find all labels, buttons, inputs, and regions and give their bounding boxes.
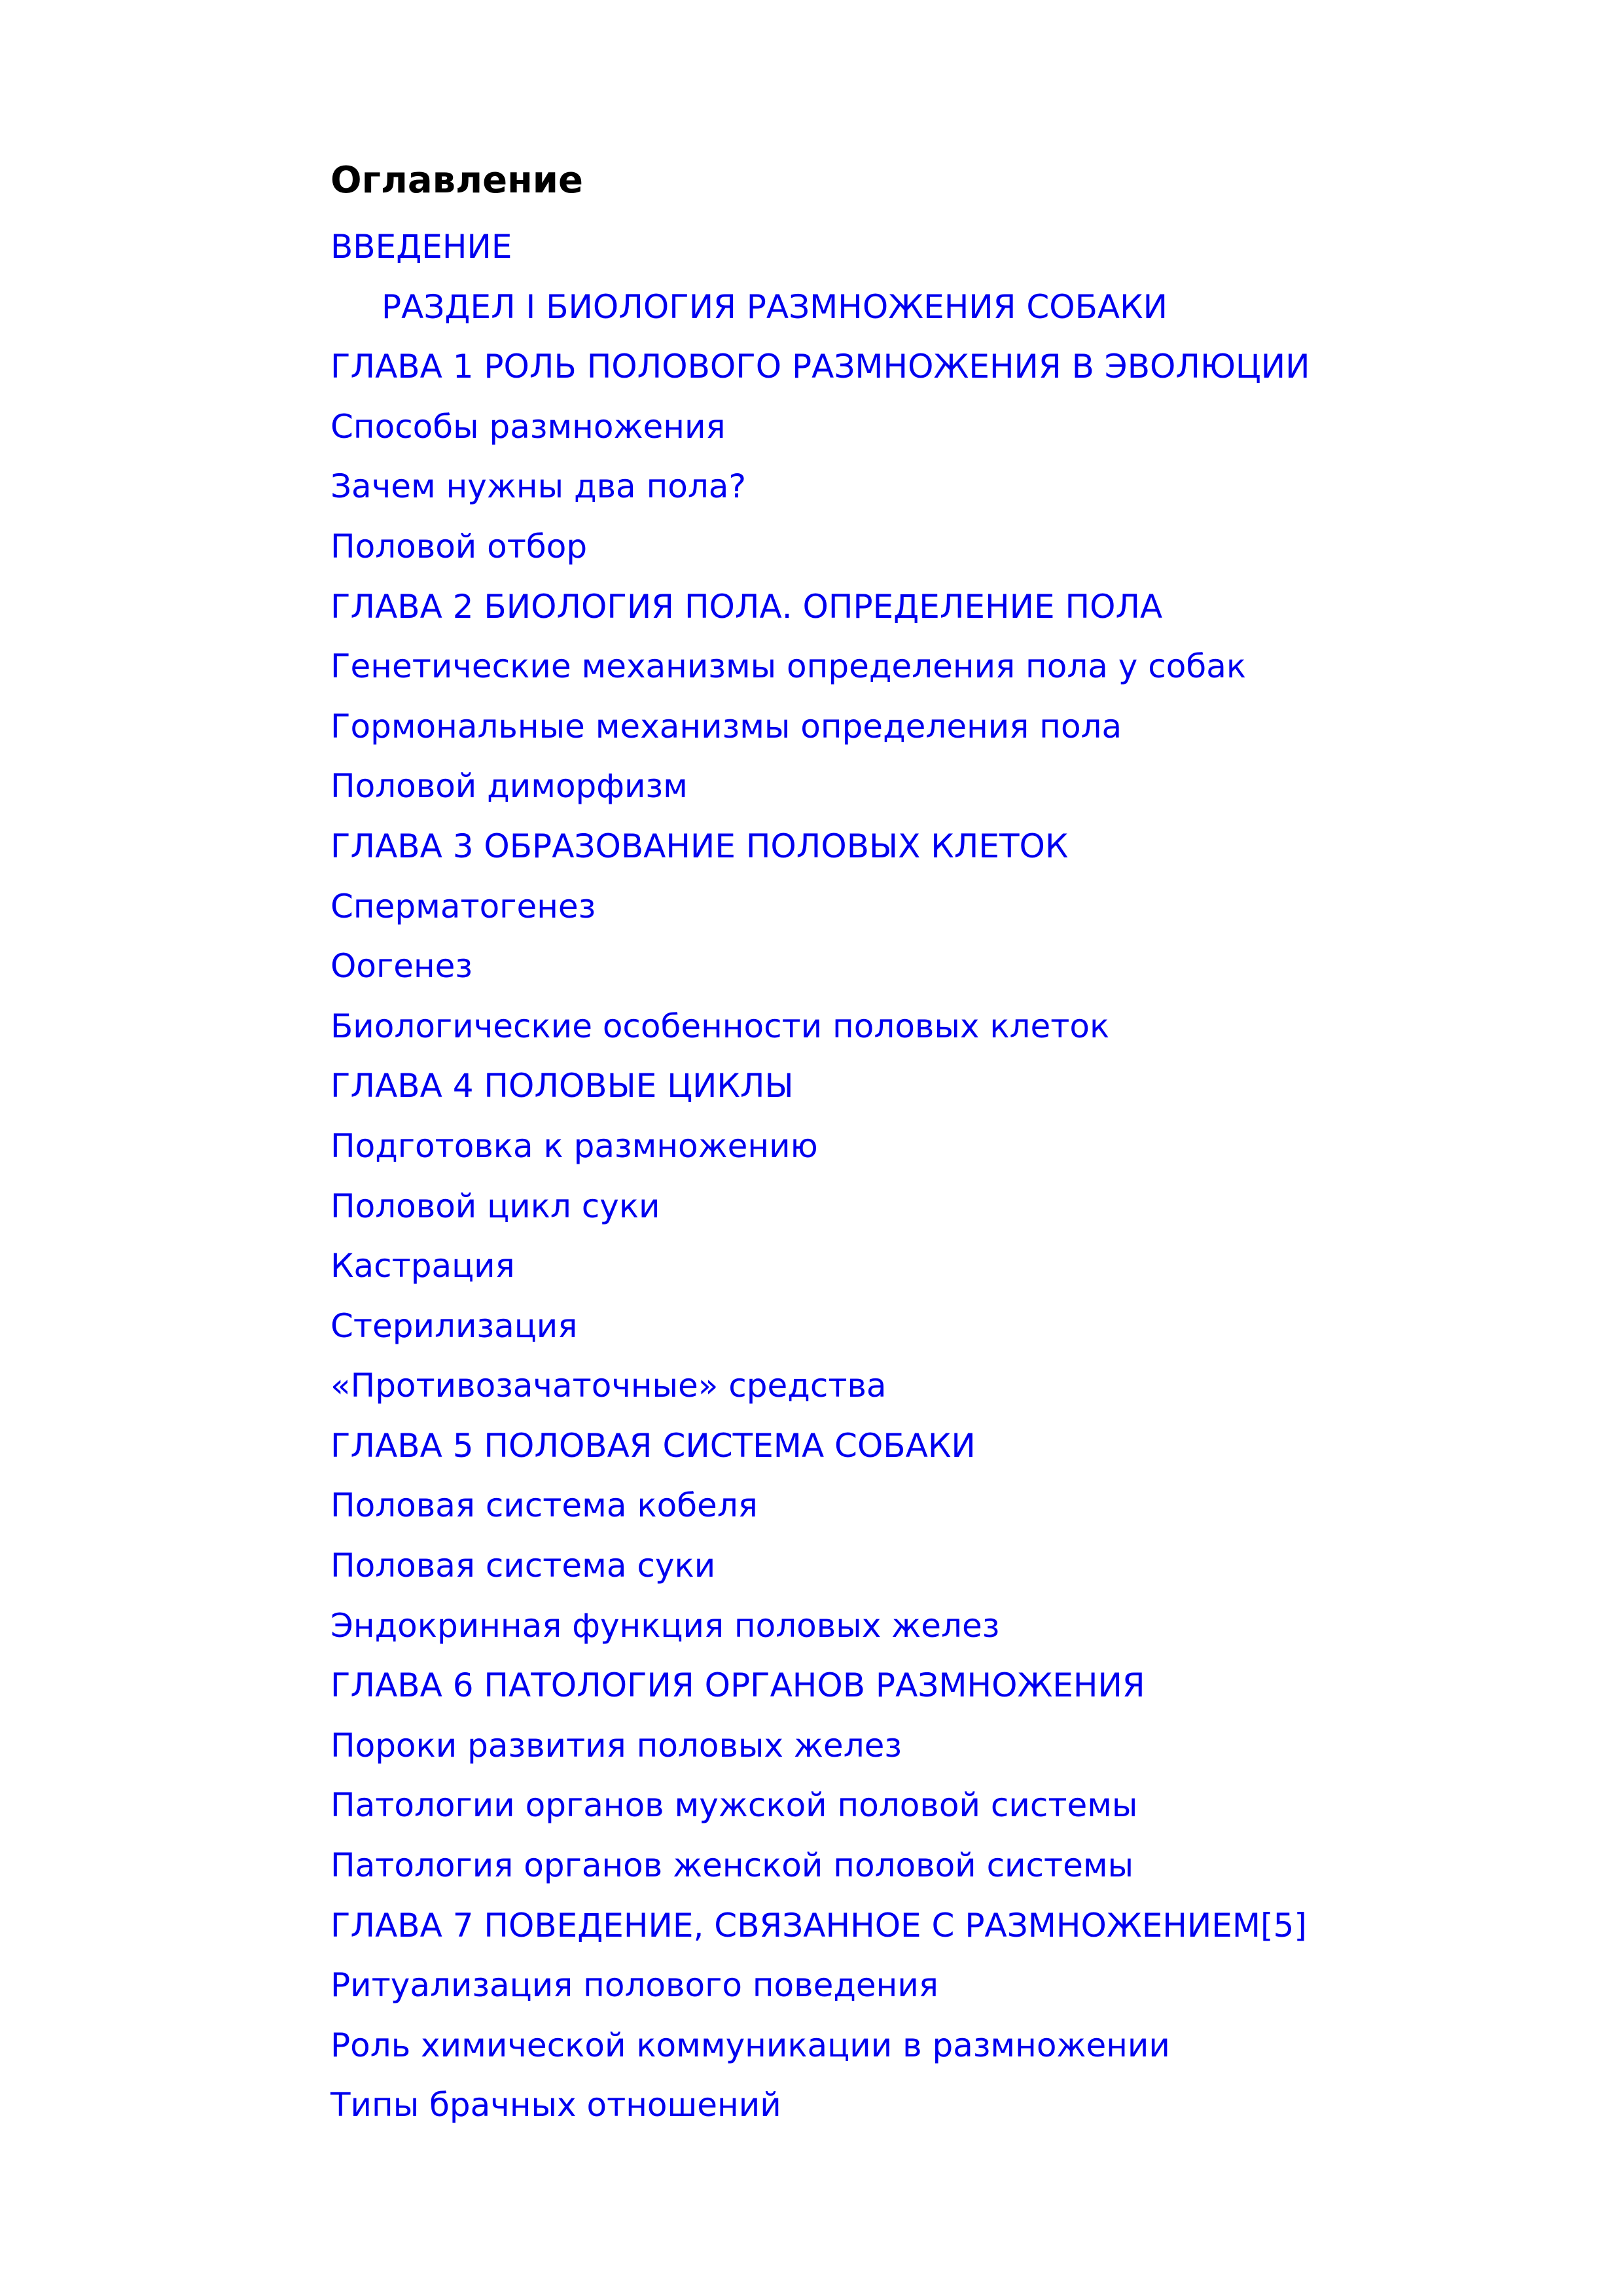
toc-link[interactable]: Генетические механизмы определения пола у собак (330, 647, 1247, 686)
toc-item (330, 1956, 1443, 2016)
toc-item (330, 1776, 1443, 1836)
toc-link[interactable]: Подготовка к размножению (330, 1126, 818, 1165)
toc-item (330, 1117, 1443, 1177)
toc-item (330, 1656, 1443, 1716)
toc-link[interactable]: Роль химической коммуникации в размножении (330, 2026, 1170, 2064)
toc-item (330, 937, 1443, 997)
toc-item (330, 1536, 1443, 1596)
toc-item (330, 1056, 1443, 1117)
toc-link[interactable]: Оогенез (330, 947, 473, 986)
toc-item (330, 457, 1443, 517)
toc-item (330, 577, 1443, 637)
toc-item (330, 1416, 1443, 1477)
document-page (330, 151, 1443, 2136)
toc-list (330, 217, 1443, 2136)
toc-item (330, 1596, 1443, 1657)
toc-link[interactable]: Патология органов женской половой системы (330, 1846, 1134, 1885)
toc-item (330, 397, 1443, 457)
toc-item (330, 1716, 1443, 1776)
toc-link[interactable]: ВВЕДЕНИЕ (330, 228, 512, 266)
toc-item (330, 2075, 1443, 2136)
toc-link[interactable]: Зачем нужны два пола? (330, 467, 746, 506)
toc-item (330, 1297, 1443, 1357)
toc-link[interactable]: «Противозачаточные» средства (330, 1367, 887, 1405)
toc-item (330, 637, 1443, 697)
toc-link[interactable]: Половой цикл суки (330, 1187, 660, 1225)
toc-item (330, 1476, 1443, 1536)
toc-link[interactable]: ГЛАВА 2 БИОЛОГИЯ ПОЛА. ОПРЕДЕЛЕНИЕ ПОЛА (330, 587, 1163, 626)
toc-item (330, 337, 1443, 397)
toc-link[interactable]: ГЛАВА 1 РОЛЬ ПОЛОВОГО РАЗМНОЖЕНИЯ В ЭВОЛЮЦИИ (330, 348, 1310, 386)
toc-link[interactable]: Сперматогенез (330, 887, 596, 925)
toc-link[interactable]: Эндокринная функция половых желез (330, 1606, 1000, 1645)
toc-item (330, 217, 1443, 278)
toc-link[interactable]: ГЛАВА 6 ПАТОЛОГИЯ ОРГАНОВ РАЗМНОЖЕНИЯ (330, 1666, 1145, 1705)
toc-link[interactable]: Биологические особенности половых клеток (330, 1007, 1110, 1045)
toc-item (330, 1836, 1443, 1896)
toc-item (330, 1356, 1443, 1416)
toc-item (330, 2016, 1443, 2076)
toc-item (330, 877, 1443, 937)
toc-link[interactable]: Типы брачных отношений (330, 2086, 781, 2125)
toc-link[interactable]: Половой диморфизм (330, 767, 688, 806)
toc-link[interactable]: Ритуализация полового поведения (330, 1966, 938, 2005)
toc-title: Оглавление (330, 159, 584, 202)
toc-link[interactable]: Половая система кобеля (330, 1486, 758, 1525)
toc-link[interactable]: ГЛАВА 4 ПОЛОВЫЕ ЦИКЛЫ (330, 1067, 794, 1105)
toc-link[interactable]: Стерилизация (330, 1306, 578, 1345)
toc-link[interactable]: ГЛАВА 3 ОБРАЗОВАНИЕ ПОЛОВЫХ КЛЕТОК (330, 827, 1069, 865)
toc-link[interactable]: Способы размножения (330, 407, 726, 446)
toc-link[interactable]: Половой отбор (330, 527, 588, 565)
toc-item (330, 817, 1443, 877)
toc-item (330, 1236, 1443, 1297)
toc-item (330, 517, 1443, 577)
toc-item (330, 757, 1443, 817)
toc-link[interactable]: ГЛАВА 7 ПОВЕДЕНИЕ, СВЯЗАННОЕ С РАЗМНОЖЕНИЕМ[5] (330, 1906, 1307, 1945)
toc-link[interactable]: ГЛАВА 5 ПОЛОВАЯ СИСТЕМА СОБАКИ (330, 1426, 976, 1465)
toc-link[interactable]: Гормональные механизмы определения пола (330, 707, 1122, 745)
toc-link[interactable]: Половая система суки (330, 1547, 716, 1585)
toc-item (330, 1177, 1443, 1237)
toc-link[interactable]: Пороки развития половых желез (330, 1726, 902, 1765)
toc-item (330, 997, 1443, 1057)
toc-link[interactable]: Патологии органов мужской половой системы (330, 1786, 1138, 1825)
toc-link[interactable]: Кастрация (330, 1247, 515, 1285)
toc-link[interactable]: РАЗДЕЛ I БИОЛОГИЯ РАЗМНОЖЕНИЯ СОБАКИ (382, 287, 1168, 326)
toc-item (330, 1896, 1443, 1956)
toc-item (330, 278, 1443, 338)
toc-item (330, 697, 1443, 757)
